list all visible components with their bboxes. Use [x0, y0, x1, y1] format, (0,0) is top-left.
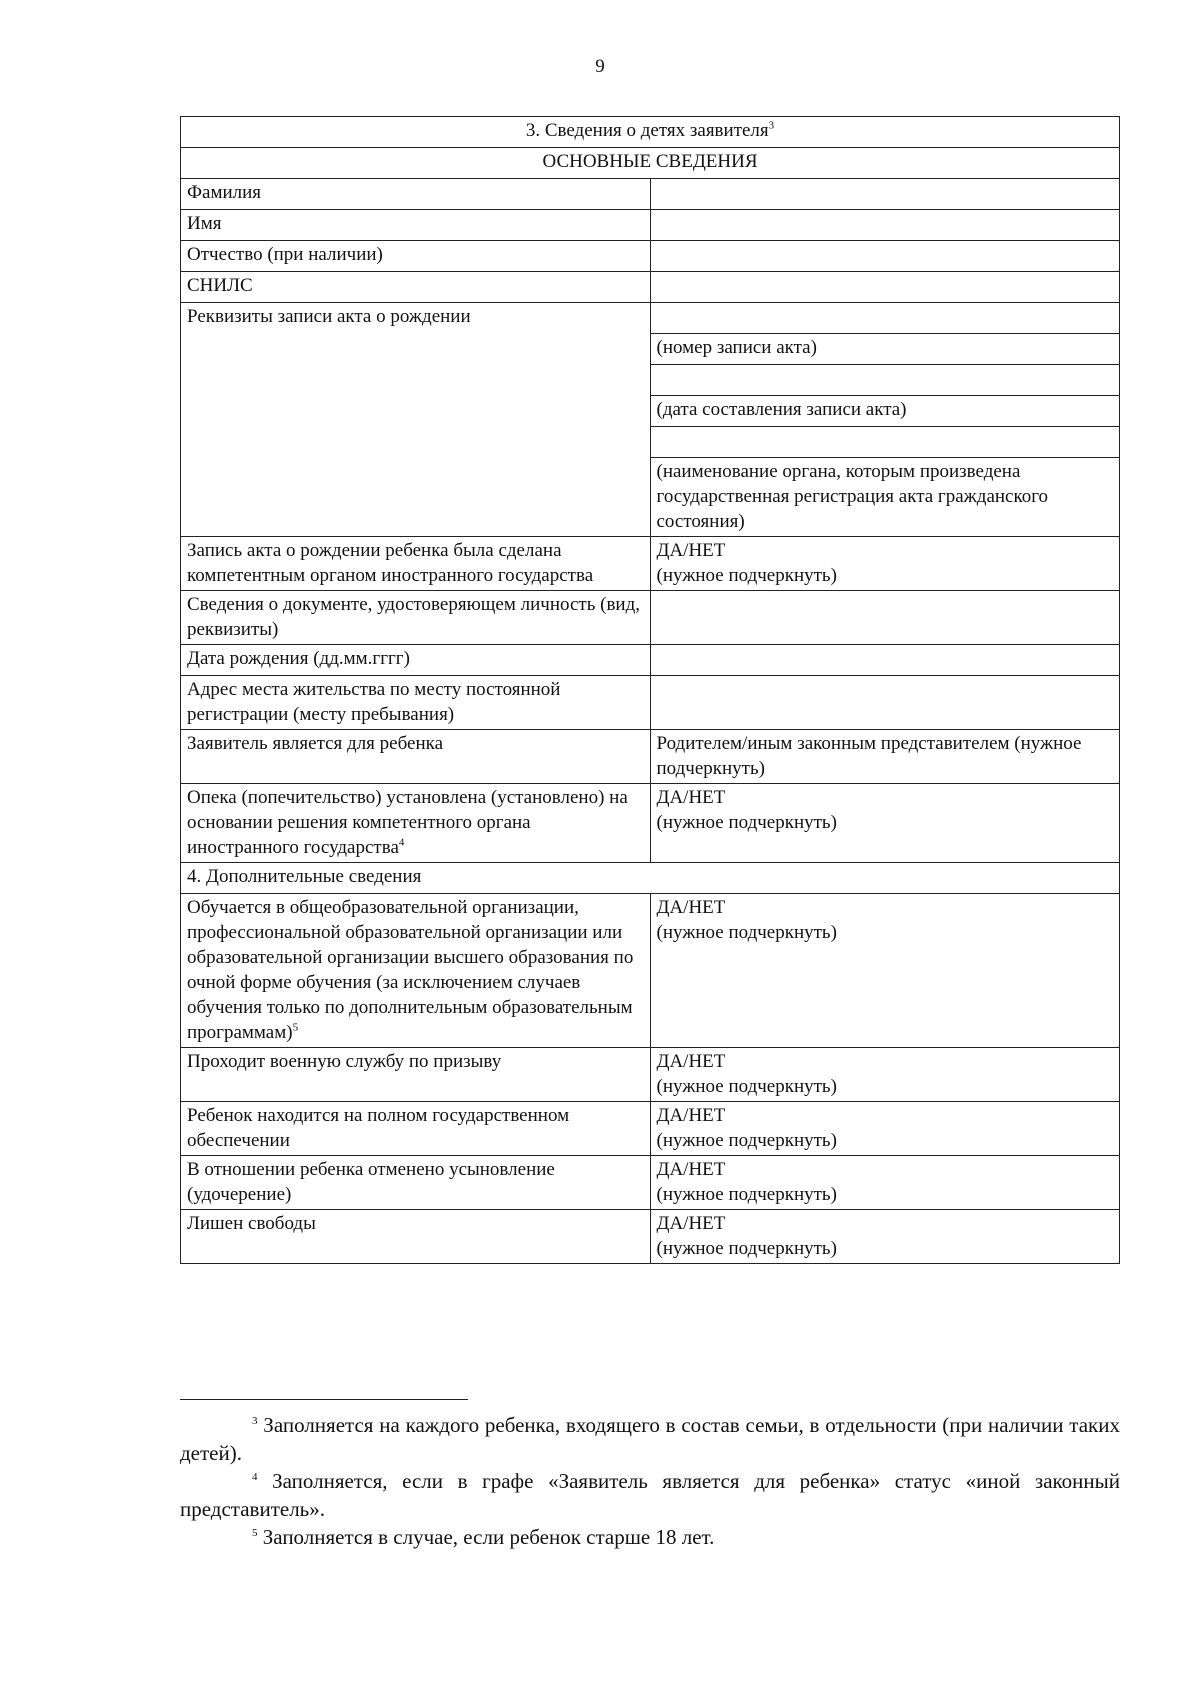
address-label: Адрес места жительства по месту постоянной регистрации (месту пребывания): [181, 676, 651, 730]
military-value[interactable]: [650, 1048, 1120, 1102]
surname-value[interactable]: [650, 179, 1120, 210]
yes-no-option[interactable]: ДА/НЕТ: [656, 540, 726, 561]
applicant-is-row: [181, 730, 1120, 784]
birth-date-row: [181, 645, 1120, 676]
yes-no-option[interactable]: ДА/НЕТ: [656, 897, 726, 918]
record-date-hint: (дата составления записи акта): [650, 396, 1120, 427]
address-row: [181, 676, 1120, 730]
underline-hint: (нужное подчеркнуть): [656, 1184, 837, 1205]
guardianship-text: Опека (попечительство) установлена (установлено) на основании решения компетентного органа иностранного государства: [187, 787, 628, 858]
footnote-mark: 5: [252, 1527, 258, 1539]
section3-subtitle: ОСНОВНЫЕ СВЕДЕНИЯ: [181, 148, 1120, 179]
underline-hint: (нужное подчеркнуть): [656, 565, 837, 586]
section3-title-row: [181, 117, 1120, 148]
footnote-text: Заполняется в случае, если ребенок старше 18 лет.: [257, 1525, 715, 1549]
guardianship-label: [181, 784, 651, 863]
underline-hint: (нужное подчеркнуть): [656, 1130, 837, 1151]
state-support-row: [181, 1102, 1120, 1156]
education-row: [181, 894, 1120, 1048]
underline-hint: (нужное подчеркнуть): [656, 1238, 837, 1259]
birth-date-value[interactable]: [650, 645, 1120, 676]
footnote-ref-5: 5: [292, 1021, 299, 1034]
adoption-cancelled-row: [181, 1156, 1120, 1210]
children-info-table: [180, 116, 1120, 1264]
name-label: Имя: [181, 210, 651, 241]
imprisoned-label: Лишен свободы: [181, 1210, 651, 1264]
section3-title: [181, 117, 1120, 148]
footnote-text: Заполняется на каждого ребенка, входящего в состав семьи, в отдельности (при наличии таких детей).: [180, 1413, 1120, 1465]
section4-title-row: [181, 863, 1120, 894]
footnote-3: [180, 1411, 1120, 1467]
snils-value[interactable]: [650, 272, 1120, 303]
section4-title: 4. Дополнительные сведения: [181, 863, 1120, 894]
yes-no-option[interactable]: ДА/НЕТ: [656, 1051, 726, 1072]
patronymic-row: [181, 241, 1120, 272]
foreign-record-value[interactable]: [650, 537, 1120, 591]
patronymic-value[interactable]: [650, 241, 1120, 272]
footnote-text: Заполняется, если в графе «Заявитель является для ребенка» статус «иной законный представитель».: [180, 1469, 1120, 1521]
underline-hint: (нужное подчеркнуть): [656, 812, 837, 833]
applicant-is-value[interactable]: Родителем/иным законным представителем (нужное подчеркнуть): [650, 730, 1120, 784]
education-value[interactable]: [650, 894, 1120, 1048]
name-value[interactable]: [650, 210, 1120, 241]
state-support-value[interactable]: [650, 1102, 1120, 1156]
patronymic-label: Отчество (при наличии): [181, 241, 651, 272]
record-authority-hint: (наименование органа, которым произведена государственная регистрация акта гражданского состояния): [650, 458, 1120, 537]
yes-no-option[interactable]: ДА/НЕТ: [656, 1105, 726, 1126]
adoption-cancelled-label: В отношении ребенка отменено усыновление (удочерение): [181, 1156, 651, 1210]
education-text: Обучается в общеобразовательной организации, профессиональной образовательной организации или образовательной организации высшего образования по очной форме обучения (за исключением случаев обучения только по дополнительным образовательным программам): [187, 897, 634, 1043]
military-label: Проходит военную службу по призыву: [181, 1048, 651, 1102]
snils-label: СНИЛС: [181, 272, 651, 303]
surname-label: Фамилия: [181, 179, 651, 210]
guardianship-value[interactable]: [650, 784, 1120, 863]
record-number-hint: (номер записи акта): [650, 334, 1120, 365]
footnote-mark: 3: [252, 1415, 258, 1427]
birth-record-label: Реквизиты записи акта о рождении: [181, 303, 651, 537]
underline-hint: (нужное подчеркнуть): [656, 1076, 837, 1097]
underline-hint: (нужное подчеркнуть): [656, 922, 837, 943]
footnotes: [180, 1411, 1120, 1551]
page-number: 9: [595, 56, 605, 77]
yes-no-option[interactable]: ДА/НЕТ: [656, 1159, 726, 1180]
identity-doc-value[interactable]: [650, 591, 1120, 645]
adoption-cancelled-value[interactable]: [650, 1156, 1120, 1210]
foreign-record-row: [181, 537, 1120, 591]
record-date-value[interactable]: [650, 365, 1120, 396]
snils-row: [181, 272, 1120, 303]
foreign-record-label: Запись акта о рождении ребенка была сделана компетентным органом иностранного государства: [181, 537, 651, 591]
section3-subtitle-row: [181, 148, 1120, 179]
yes-no-option[interactable]: ДА/НЕТ: [656, 787, 726, 808]
footnote-4: [180, 1467, 1120, 1523]
record-number-value[interactable]: [650, 303, 1120, 334]
yes-no-option[interactable]: ДА/НЕТ: [656, 1213, 726, 1234]
footnote-ref-3: 3: [768, 119, 775, 132]
record-authority-value[interactable]: [650, 427, 1120, 458]
name-row: [181, 210, 1120, 241]
footnote-5: [180, 1523, 1120, 1551]
applicant-is-label: Заявитель является для ребенка: [181, 730, 651, 784]
military-row: [181, 1048, 1120, 1102]
birth-date-label: Дата рождения (дд.мм.гггг): [181, 645, 651, 676]
imprisoned-row: [181, 1210, 1120, 1264]
state-support-label: Ребенок находится на полном государственном обеспечении: [181, 1102, 651, 1156]
imprisoned-value[interactable]: [650, 1210, 1120, 1264]
education-label: [181, 894, 651, 1048]
address-value[interactable]: [650, 676, 1120, 730]
section3-title-text: 3. Сведения о детях заявителя: [525, 120, 769, 141]
footnote-divider: [180, 1399, 468, 1400]
footnote-ref-4: 4: [398, 836, 405, 849]
birth-record-row: [181, 303, 1120, 334]
guardianship-row: [181, 784, 1120, 863]
identity-doc-row: [181, 591, 1120, 645]
footnote-mark: 4: [252, 1471, 258, 1483]
identity-doc-label: Сведения о документе, удостоверяющем личность (вид, реквизиты): [181, 591, 651, 645]
surname-row: [181, 179, 1120, 210]
